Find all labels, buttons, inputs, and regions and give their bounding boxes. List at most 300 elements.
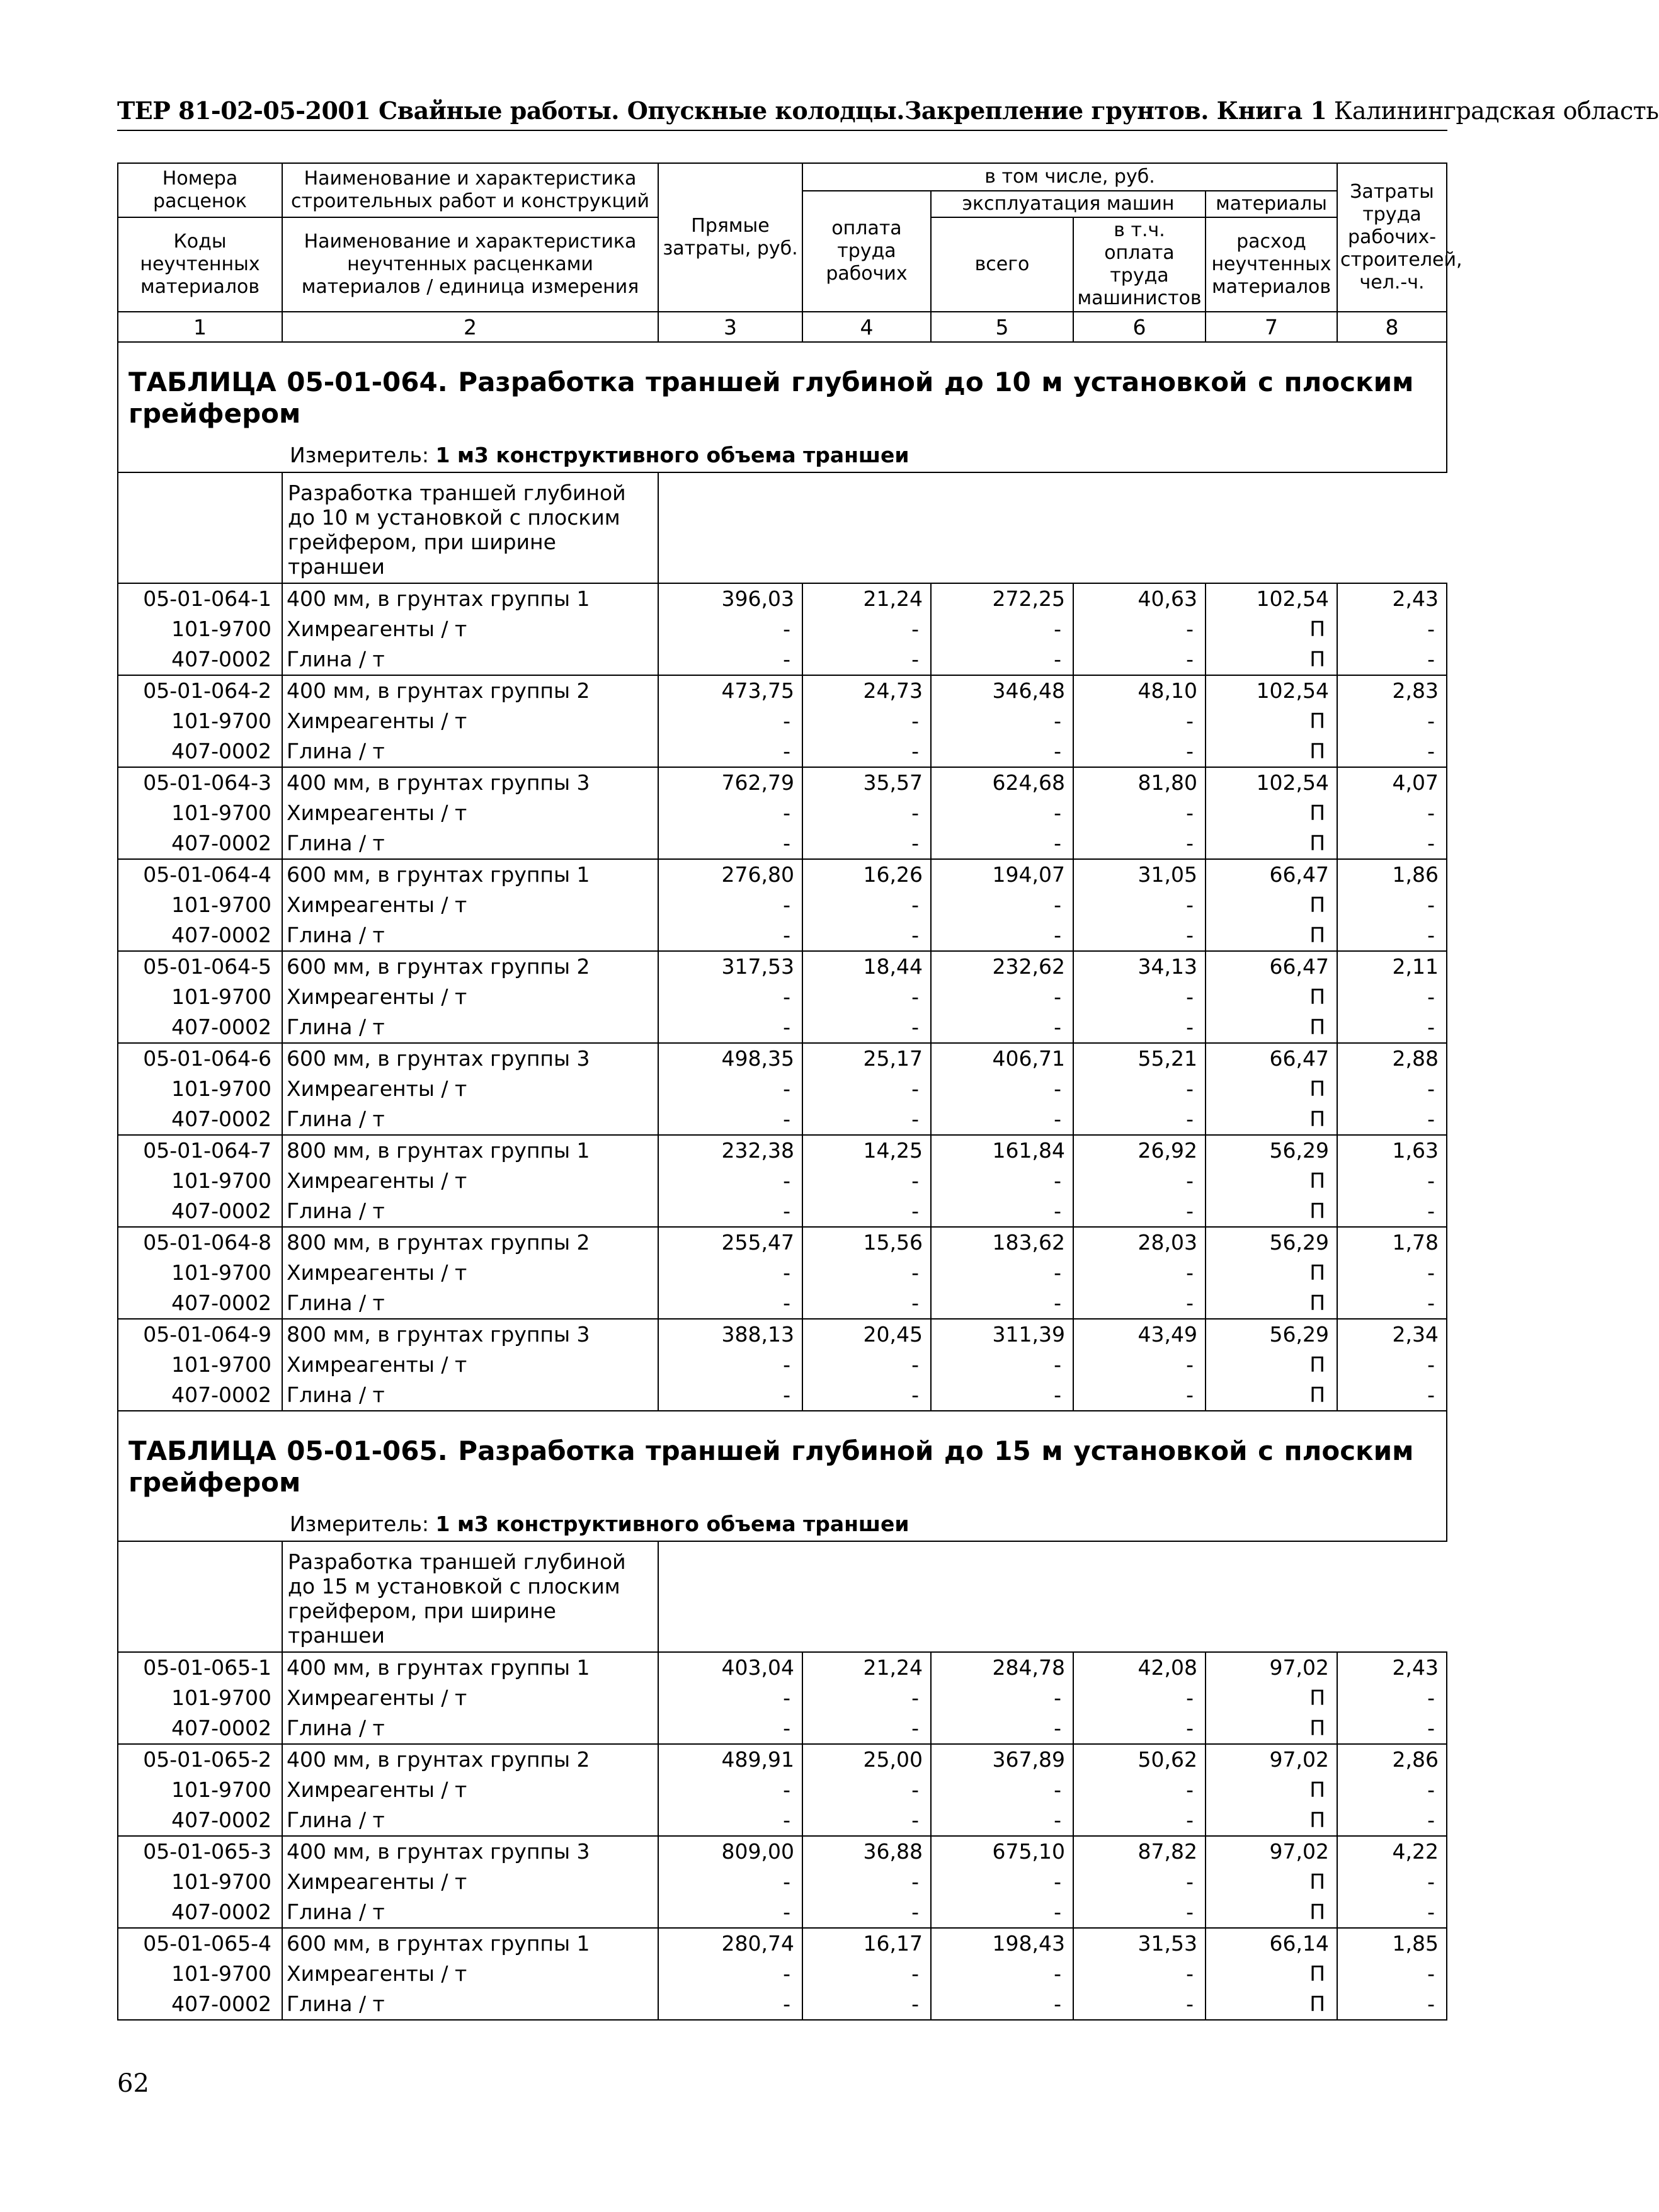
labor-hours-value: - [1337,1350,1447,1380]
material-row [118,798,1447,828]
material-name: Глина / т [282,1713,658,1744]
direct-costs-value: 280,74 [658,1928,802,1959]
measure-value: 1 м3 конструктивного объема траншеи [435,1512,909,1536]
material-row [118,706,1447,736]
material-name: Глина / т [282,1989,658,2020]
col-material-consumption: расход неучтенных материалов [1206,217,1337,312]
materials-value: 56,29 [1206,1227,1337,1258]
materials-value: П [1206,1196,1337,1227]
machinist-pay-value: 50,62 [1073,1744,1206,1775]
labor-hours-value: - [1337,1989,1447,2020]
material-code: 407-0002 [118,1805,282,1836]
column-numbers-row [118,312,1447,342]
labor-hours-value: - [1337,828,1447,859]
worker-pay-value: 25,17 [802,1043,931,1074]
worker-pay-value: - [802,1074,931,1104]
labor-hours-value: - [1337,1288,1447,1319]
direct-costs-value: 276,80 [658,859,802,890]
machinist-pay-value: - [1073,1897,1206,1928]
machinist-pay-value: - [1073,1805,1206,1836]
labor-hours-value: 2,88 [1337,1043,1447,1074]
machinist-pay-value: - [1073,1989,1206,2020]
labor-hours-value: 2,43 [1337,1652,1447,1683]
labor-hours-value: - [1337,1805,1447,1836]
material-row [118,890,1447,920]
machines-total-value: - [931,828,1073,859]
worker-pay-value: - [802,1805,931,1836]
labor-hours-value: 1,86 [1337,859,1447,890]
machinist-pay-value: - [1073,1288,1206,1319]
machines-total-value: 311,39 [931,1319,1073,1350]
materials-value: 97,02 [1206,1836,1337,1867]
rate-code: 05-01-065-4 [118,1928,282,1959]
worker-pay-value: 16,17 [802,1928,931,1959]
machinist-pay-value: 87,82 [1073,1836,1206,1867]
direct-costs-value: - [658,1867,802,1897]
labor-hours-value: - [1337,982,1447,1012]
machines-total-value: 161,84 [931,1135,1073,1166]
machines-total-value: - [931,736,1073,767]
machines-total-value: - [931,1897,1073,1928]
material-code: 407-0002 [118,1288,282,1319]
header-document-title: ТЕР 81-02-05-2001 Свайные работы. Опускные колодцы.Закрепление грунтов. Книга 1 [117,96,1327,125]
rate-name: 800 мм, в грунтах группы 3 [282,1319,658,1350]
direct-costs-value: - [658,1288,802,1319]
materials-value: 97,02 [1206,1652,1337,1683]
rate-row [118,1135,1447,1166]
labor-hours-value: - [1337,706,1447,736]
materials-value: 97,02 [1206,1744,1337,1775]
materials-value: П [1206,1683,1337,1713]
col-work-name: Наименование и характеристика строительных работ и конструкций [282,163,658,217]
material-row [118,1350,1447,1380]
material-name: Глина / т [282,1104,658,1135]
worker-pay-value: 21,24 [802,1652,931,1683]
rate-code: 05-01-064-9 [118,1319,282,1350]
material-row [118,1683,1447,1713]
materials-value: П [1206,920,1337,951]
material-row [118,1989,1447,2020]
empty-cell [658,1541,1447,1652]
column-number: 8 [1337,312,1447,342]
col-materials: материалы [1206,191,1337,217]
measure-value: 1 м3 конструктивного объема траншеи [435,443,909,467]
machines-total-value: 675,10 [931,1836,1073,1867]
machines-total-value: - [931,1196,1073,1227]
table-title-row [118,342,1447,472]
worker-pay-value: 21,24 [802,583,931,614]
machines-total-value: - [931,1350,1073,1380]
material-code: 101-9700 [118,1775,282,1805]
rate-table-section [118,342,1447,1411]
material-row [118,1196,1447,1227]
direct-costs-value: - [658,1805,802,1836]
material-name: Химреагенты / т [282,1350,658,1380]
worker-pay-value: - [802,1350,931,1380]
materials-value: П [1206,828,1337,859]
rate-row [118,951,1447,982]
machines-total-value: 624,68 [931,767,1073,798]
worker-pay-value: - [802,1989,931,2020]
materials-value: 56,29 [1206,1319,1337,1350]
worker-pay-value: - [802,920,931,951]
material-row [118,1104,1447,1135]
worker-pay-value: 20,45 [802,1319,931,1350]
direct-costs-value: 762,79 [658,767,802,798]
worker-pay-value: 18,44 [802,951,931,982]
material-code: 101-9700 [118,1074,282,1104]
materials-value: П [1206,1959,1337,1989]
material-row [118,828,1447,859]
direct-costs-value: 473,75 [658,675,802,706]
worker-pay-value: - [802,1012,931,1043]
material-name: Глина / т [282,920,658,951]
machines-total-value: - [931,1012,1073,1043]
header-region: Калининградская область [1326,97,1659,125]
machines-total-value: 284,78 [931,1652,1073,1683]
col-machine-operation: эксплуатация машин [931,191,1206,217]
machines-total-value: - [931,1380,1073,1411]
machinist-pay-value: 26,92 [1073,1135,1206,1166]
material-code: 101-9700 [118,1350,282,1380]
machines-total-value: 272,25 [931,583,1073,614]
material-code: 101-9700 [118,890,282,920]
direct-costs-value: 403,04 [658,1652,802,1683]
machinist-pay-value: 31,05 [1073,859,1206,890]
direct-costs-value: - [658,1897,802,1928]
col-machines-total: всего [931,217,1073,312]
machines-total-value: 183,62 [931,1227,1073,1258]
machinist-pay-value: - [1073,890,1206,920]
material-code: 101-9700 [118,706,282,736]
material-row [118,982,1447,1012]
direct-costs-value: 232,38 [658,1135,802,1166]
rate-code: 05-01-065-1 [118,1652,282,1683]
worker-pay-value: - [802,1196,931,1227]
material-name: Глина / т [282,644,658,675]
measure-unit [125,430,1440,472]
worker-pay-value: - [802,1713,931,1744]
material-name: Глина / т [282,1380,658,1411]
material-code: 101-9700 [118,798,282,828]
materials-value: П [1206,736,1337,767]
materials-value: 66,47 [1206,1043,1337,1074]
direct-costs-value: - [658,736,802,767]
material-code: 407-0002 [118,644,282,675]
work-description: Разработка траншей глубиной до 10 м установкой с плоским грейфером, при ширине траншеи [282,472,658,583]
machines-total-value: - [931,644,1073,675]
rate-code: 05-01-065-2 [118,1744,282,1775]
worker-pay-value: - [802,1959,931,1989]
labor-hours-value: - [1337,798,1447,828]
worker-pay-value: 24,73 [802,675,931,706]
materials-value: П [1206,1074,1337,1104]
machinist-pay-value: 42,08 [1073,1652,1206,1683]
material-code: 407-0002 [118,920,282,951]
material-row [118,1713,1447,1744]
materials-value: П [1206,706,1337,736]
col-material-names: Наименование и характеристика неучтенных расценками материалов / единица измерения [282,217,658,312]
column-number: 5 [931,312,1073,342]
materials-value: П [1206,1897,1337,1928]
direct-costs-value: - [658,1713,802,1744]
machinist-pay-value: - [1073,1074,1206,1104]
rate-code: 05-01-064-7 [118,1135,282,1166]
col-worker-pay: оплата труда рабочих [802,191,931,312]
material-name: Химреагенты / т [282,1959,658,1989]
rate-name: 400 мм, в грунтах группы 2 [282,1744,658,1775]
direct-costs-value: 489,91 [658,1744,802,1775]
rate-name: 600 мм, в грунтах группы 1 [282,1928,658,1959]
material-row [118,1805,1447,1836]
material-name: Химреагенты / т [282,1683,658,1713]
machinist-pay-value: 31,53 [1073,1928,1206,1959]
worker-pay-value: - [802,614,931,644]
material-code: 407-0002 [118,1713,282,1744]
worker-pay-value: - [802,1166,931,1196]
rate-table-section [118,1411,1447,2020]
table-title: ТАБЛИЦА 05-01-064. Разработка траншей глубиной до 10 м установкой с плоским грейфером [128,367,1414,429]
material-row [118,1288,1447,1319]
rate-row [118,1652,1447,1683]
page-number: 62 [117,2069,149,2098]
material-name: Глина / т [282,1288,658,1319]
material-name: Химреагенты / т [282,1258,658,1288]
machinist-pay-value: - [1073,644,1206,675]
machines-total-value: 232,62 [931,951,1073,982]
table-title-cell [118,1411,1447,1541]
machines-total-value: - [931,1104,1073,1135]
machinist-pay-value: - [1073,1104,1206,1135]
material-row [118,1867,1447,1897]
material-code: 407-0002 [118,1196,282,1227]
labor-hours-value: - [1337,644,1447,675]
direct-costs-value: 388,13 [658,1319,802,1350]
labor-hours-value: 2,86 [1337,1744,1447,1775]
materials-value: 66,47 [1206,951,1337,982]
page-header [117,96,1659,126]
measure-label: Измеритель: [290,443,436,467]
materials-value: П [1206,1805,1337,1836]
material-name: Химреагенты / т [282,798,658,828]
col-machinist-pay: в т.ч. оплата труда машинистов [1073,217,1206,312]
rates-table [117,162,1462,2021]
machinist-pay-value: - [1073,614,1206,644]
direct-costs-value: - [658,644,802,675]
empty-cell [118,1541,282,1652]
material-name: Химреагенты / т [282,706,658,736]
materials-value: П [1206,1867,1337,1897]
machines-total-value: - [931,1166,1073,1196]
materials-value: П [1206,890,1337,920]
material-code: 101-9700 [118,1867,282,1897]
rate-code: 05-01-065-3 [118,1836,282,1867]
column-number: 7 [1206,312,1337,342]
machines-total-value: - [931,982,1073,1012]
worker-pay-value: - [802,1380,931,1411]
machines-total-value: - [931,614,1073,644]
materials-value: П [1206,1775,1337,1805]
machines-total-value: - [931,1867,1073,1897]
measure-label: Измеритель: [290,1512,436,1536]
column-number: 3 [658,312,802,342]
labor-hours-value: 1,78 [1337,1227,1447,1258]
material-code: 101-9700 [118,1166,282,1196]
rate-name: 600 мм, в грунтах группы 1 [282,859,658,890]
material-code: 101-9700 [118,1258,282,1288]
machinist-pay-value: 28,03 [1073,1227,1206,1258]
table-title-row [118,1411,1447,1541]
rate-name: 400 мм, в грунтах группы 3 [282,767,658,798]
direct-costs-value: - [658,1989,802,2020]
rate-code: 05-01-064-6 [118,1043,282,1074]
material-code: 101-9700 [118,982,282,1012]
labor-hours-value: - [1337,890,1447,920]
worker-pay-value: 14,25 [802,1135,931,1166]
empty-cell [658,472,1447,583]
labor-hours-value: 4,22 [1337,1836,1447,1867]
machines-total-value: 346,48 [931,675,1073,706]
material-row [118,1897,1447,1928]
rate-code: 05-01-064-1 [118,583,282,614]
material-name: Глина / т [282,1897,658,1928]
material-name: Химреагенты / т [282,1867,658,1897]
worker-pay-value: - [802,1104,931,1135]
rate-code: 05-01-064-3 [118,767,282,798]
labor-hours-value: - [1337,1683,1447,1713]
direct-costs-value: - [658,828,802,859]
materials-value: П [1206,1713,1337,1744]
direct-costs-value: - [658,1258,802,1288]
machinist-pay-value: - [1073,1867,1206,1897]
worker-pay-value: - [802,1775,931,1805]
worker-pay-value: - [802,890,931,920]
machinist-pay-value: - [1073,1959,1206,1989]
labor-hours-value: - [1337,1959,1447,1989]
material-name: Глина / т [282,828,658,859]
worker-pay-value: 25,00 [802,1744,931,1775]
machines-total-value: - [931,1074,1073,1104]
rate-row [118,1319,1447,1350]
machines-total-value: - [931,1989,1073,2020]
machines-total-value: 406,71 [931,1043,1073,1074]
material-code: 407-0002 [118,1897,282,1928]
direct-costs-value: - [658,1196,802,1227]
machines-total-value: - [931,1713,1073,1744]
machinist-pay-value: - [1073,798,1206,828]
direct-costs-value: - [658,982,802,1012]
material-code: 407-0002 [118,1380,282,1411]
machines-total-value: - [931,890,1073,920]
machinist-pay-value: 34,13 [1073,951,1206,982]
direct-costs-value: - [658,1350,802,1380]
machines-total-value: 198,43 [931,1928,1073,1959]
work-description-row [118,1541,1447,1652]
worker-pay-value: 15,56 [802,1227,931,1258]
worker-pay-value: - [802,1683,931,1713]
materials-value: 56,29 [1206,1135,1337,1166]
material-name: Химреагенты / т [282,982,658,1012]
machines-total-value: - [931,920,1073,951]
col-material-codes: Коды неучтенных материалов [118,217,282,312]
column-number: 4 [802,312,931,342]
materials-value: 66,47 [1206,859,1337,890]
machinist-pay-value: - [1073,1683,1206,1713]
material-name: Химреагенты / т [282,614,658,644]
machinist-pay-value: 81,80 [1073,767,1206,798]
direct-costs-value: 809,00 [658,1836,802,1867]
materials-value: П [1206,1258,1337,1288]
machines-total-value: - [931,798,1073,828]
rate-name: 600 мм, в грунтах группы 3 [282,1043,658,1074]
empty-cell [118,472,282,583]
worker-pay-value: - [802,706,931,736]
material-name: Химреагенты / т [282,890,658,920]
direct-costs-value: - [658,1380,802,1411]
machinist-pay-value: - [1073,1012,1206,1043]
header-rule [117,130,1447,131]
material-row [118,614,1447,644]
machines-total-value: - [931,1258,1073,1288]
worker-pay-value: - [802,982,931,1012]
material-row [118,1380,1447,1411]
direct-costs-value: 255,47 [658,1227,802,1258]
labor-hours-value: - [1337,920,1447,951]
labor-hours-value: - [1337,1012,1447,1043]
rate-name: 400 мм, в грунтах группы 1 [282,583,658,614]
table-title: ТАБЛИЦА 05-01-065. Разработка траншей глубиной до 15 м установкой с плоским грейфером [128,1435,1414,1498]
rate-row [118,767,1447,798]
machinist-pay-value: 40,63 [1073,583,1206,614]
machinist-pay-value: - [1073,1350,1206,1380]
machinist-pay-value: - [1073,736,1206,767]
material-code: 101-9700 [118,614,282,644]
materials-value: П [1206,1989,1337,2020]
machines-total-value: 367,89 [931,1744,1073,1775]
material-row [118,1775,1447,1805]
rate-name: 600 мм, в грунтах группы 2 [282,951,658,982]
rate-name: 800 мм, в грунтах группы 1 [282,1135,658,1166]
labor-hours-value: - [1337,1104,1447,1135]
machinist-pay-value: - [1073,1258,1206,1288]
material-code: 407-0002 [118,736,282,767]
machinist-pay-value: - [1073,1380,1206,1411]
materials-value: П [1206,1288,1337,1319]
rate-name: 800 мм, в грунтах группы 2 [282,1227,658,1258]
materials-value: 66,14 [1206,1928,1337,1959]
material-code: 407-0002 [118,1012,282,1043]
material-name: Глина / т [282,1805,658,1836]
direct-costs-value: - [658,1074,802,1104]
material-row [118,736,1447,767]
machinist-pay-value: - [1073,706,1206,736]
machines-total-value: - [931,1959,1073,1989]
machines-total-value: - [931,706,1073,736]
rate-code: 05-01-064-5 [118,951,282,982]
worker-pay-value: - [802,798,931,828]
worker-pay-value: 36,88 [802,1836,931,1867]
materials-value: П [1206,1380,1337,1411]
machinist-pay-value: 48,10 [1073,675,1206,706]
material-name: Глина / т [282,1012,658,1043]
materials-value: 102,54 [1206,767,1337,798]
materials-value: П [1206,644,1337,675]
rate-code: 05-01-064-8 [118,1227,282,1258]
rate-row [118,675,1447,706]
materials-value: П [1206,798,1337,828]
machines-total-value: - [931,1775,1073,1805]
table-header [118,163,1462,342]
